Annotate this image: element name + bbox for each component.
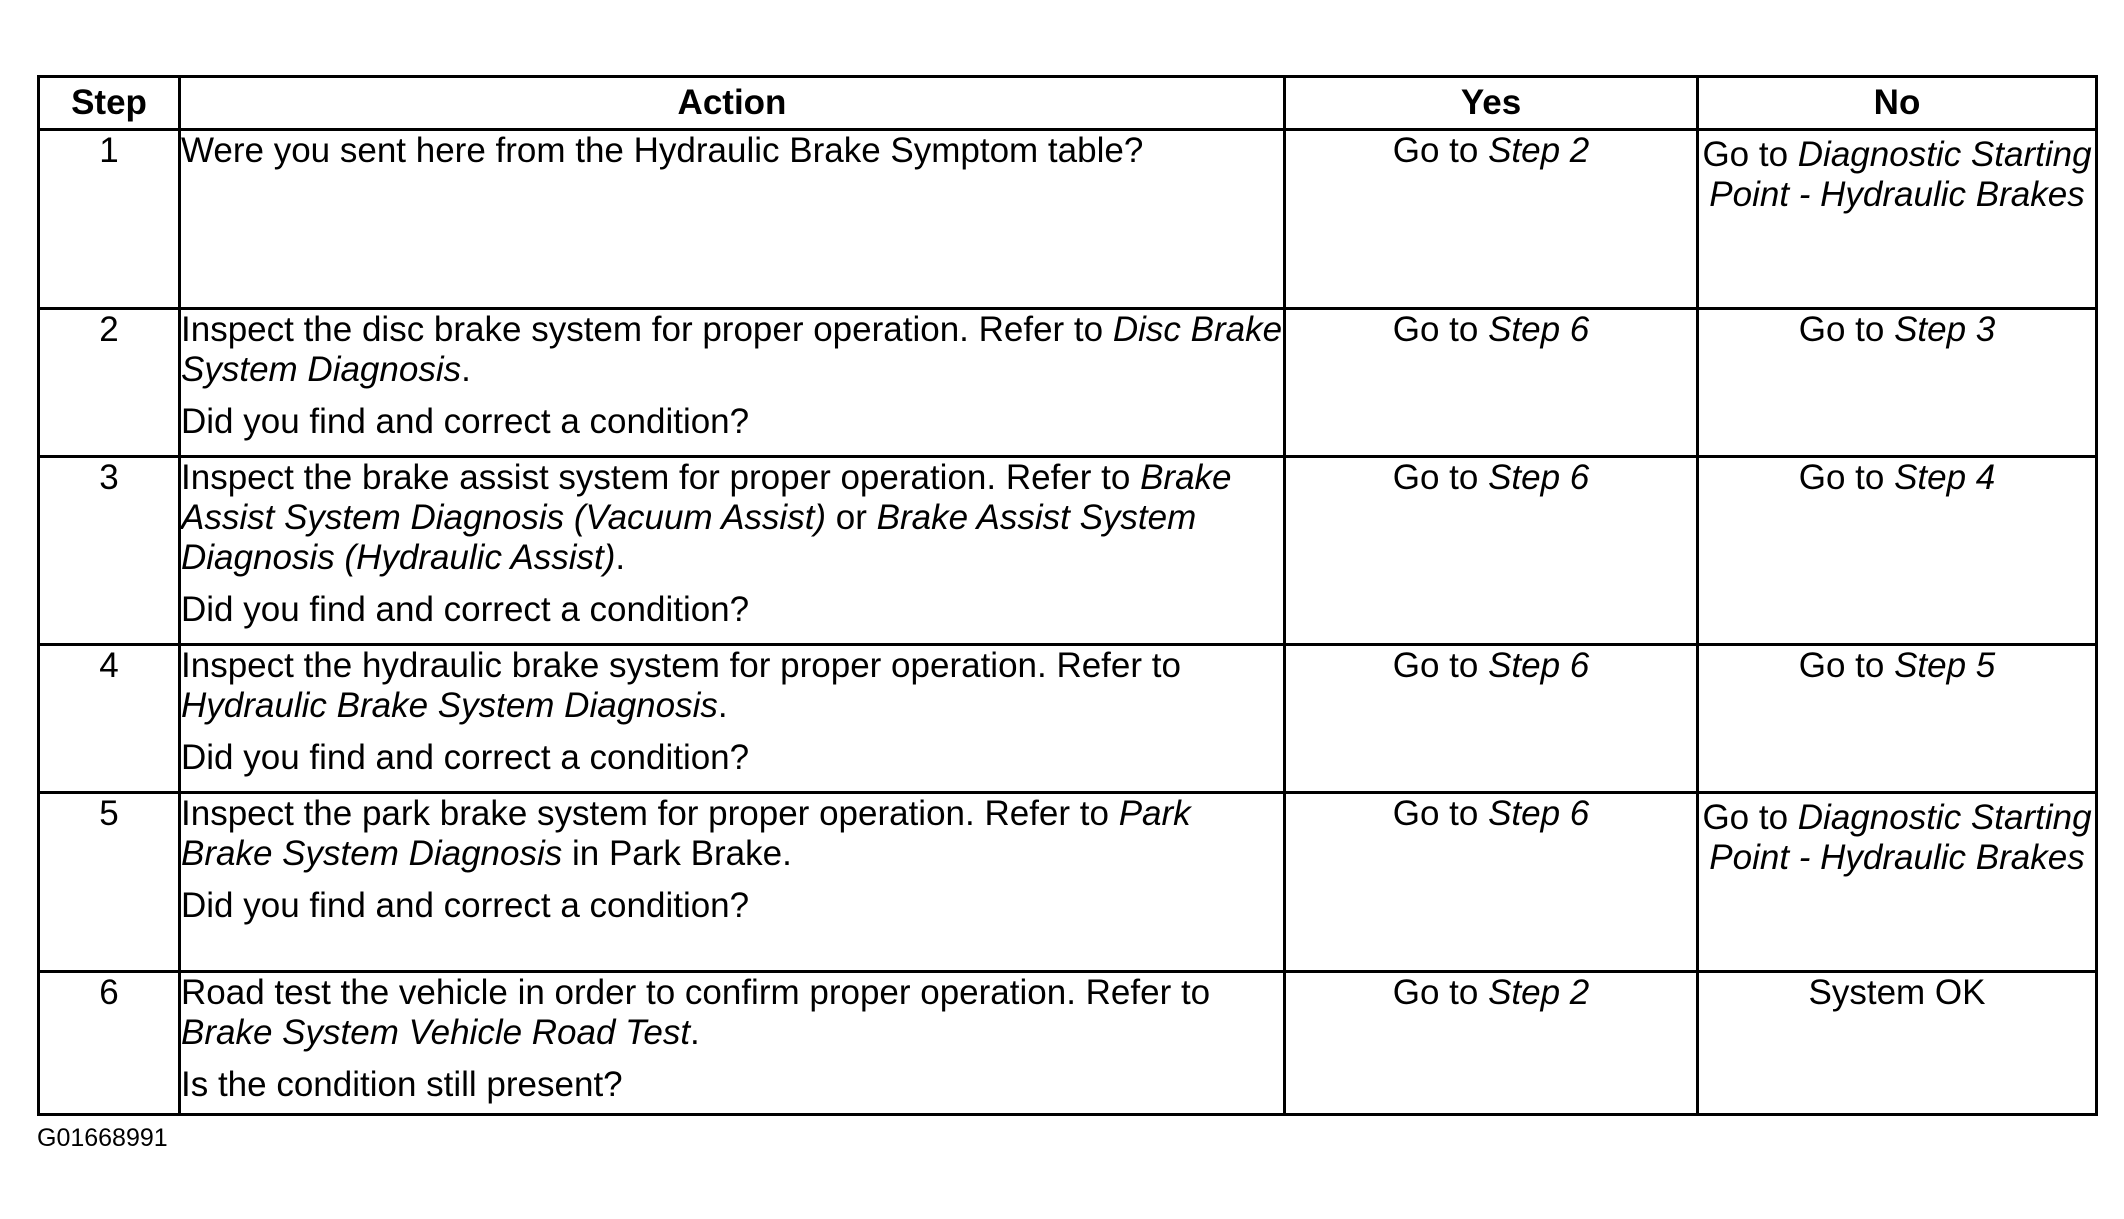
yes-cell: [1285, 457, 1698, 645]
action-text: [181, 646, 1283, 726]
no-cell: [1698, 645, 2097, 793]
yes-step-ref: Step 6: [1488, 458, 1590, 497]
action-cell: [180, 793, 1285, 972]
no-step-ref: Diagnostic Starting Point - Hydraulic Brakes: [1709, 798, 2092, 877]
action-question: Did you find and correct a condition?: [181, 402, 750, 441]
action-reference: Hydraulic Brake System Diagnosis: [181, 686, 718, 725]
action-reference: Brake System Vehicle Road Test: [181, 1013, 691, 1052]
yes-prefix: Go to: [1392, 458, 1489, 497]
yes-cell: [1285, 130, 1698, 309]
no-cell: [1698, 457, 2097, 645]
action-reference: Brake Assist System Diagnosis (Vacuum Assist): [181, 458, 1232, 537]
no-result: System OK: [1808, 973, 1986, 1012]
action-cell: [180, 309, 1285, 457]
action-reference: Park Brake System Diagnosis: [181, 794, 1191, 873]
action-text-lead: Road test the vehicle in order to confirm proper operation. Refer to: [181, 973, 1211, 1012]
action-text-tail: .: [615, 538, 626, 577]
action-cell: [180, 457, 1285, 645]
yes-step-ref: Step 2: [1488, 131, 1590, 170]
action-question: Did you find and correct a condition?: [181, 738, 750, 777]
no-cell: [1698, 130, 2097, 309]
action-question: Did you find and correct a condition?: [181, 886, 750, 925]
no-cell: [1698, 972, 2097, 1115]
yes-step-ref: Step 6: [1488, 646, 1590, 685]
header-yes: Yes: [1285, 77, 1698, 130]
yes-step-ref: Step 6: [1488, 310, 1590, 349]
table-row: [39, 972, 2097, 1115]
action-cell: [180, 130, 1285, 309]
action-text-lead: Inspect the disc brake system for proper operation. Refer to: [181, 310, 1113, 349]
yes-prefix: Go to: [1392, 646, 1489, 685]
step-number: 4: [39, 645, 180, 793]
figure-id-caption: G01668991: [37, 1124, 168, 1152]
yes-cell: [1285, 645, 1698, 793]
no-prefix: Go to: [1702, 135, 1798, 174]
action-text: [181, 973, 1283, 1053]
yes-prefix: Go to: [1392, 973, 1489, 1012]
yes-cell: [1285, 972, 1698, 1115]
step-number: 5: [39, 793, 180, 972]
action-question: Did you find and correct a condition?: [181, 590, 750, 629]
table-row: [39, 793, 2097, 972]
action-text-tail: .: [690, 1013, 700, 1052]
yes-step-ref: Step 2: [1488, 973, 1590, 1012]
step-number: 2: [39, 309, 180, 457]
header-action: Action: [180, 77, 1285, 130]
yes-prefix: Go to: [1392, 310, 1489, 349]
step-number: 6: [39, 972, 180, 1115]
no-prefix: Go to: [1798, 458, 1895, 497]
table-row: [39, 130, 2097, 309]
no-prefix: Go to: [1798, 646, 1895, 685]
action-text-lead: Inspect the hydraulic brake system for proper operation. Refer to: [181, 646, 1181, 685]
action-text-tail: in Park Brake.: [562, 834, 792, 873]
step-number: 3: [39, 457, 180, 645]
yes-prefix: Go to: [1392, 794, 1489, 833]
table-row: [39, 309, 2097, 457]
action-question: Is the condition still present?: [181, 1065, 623, 1104]
action-text: [181, 794, 1283, 874]
action-text-lead: Inspect the park brake system for proper operation. Refer to: [181, 794, 1119, 833]
yes-step-ref: Step 6: [1488, 794, 1590, 833]
step-number: 1: [39, 130, 180, 309]
action-text: [181, 310, 1283, 390]
yes-cell: [1285, 309, 1698, 457]
action-text: [181, 458, 1283, 578]
header-step: Step: [39, 77, 180, 130]
no-prefix: Go to: [1702, 798, 1798, 837]
no-step-ref: Step 4: [1894, 458, 1996, 497]
action-cell: [180, 645, 1285, 793]
no-cell: [1698, 793, 2097, 972]
action-text-mid: or: [826, 498, 877, 537]
no-step-ref: Diagnostic Starting Point - Hydraulic Brakes: [1709, 135, 2092, 214]
action-reference-2: Brake Assist System Diagnosis (Hydraulic Assist): [181, 498, 1197, 577]
table-row: [39, 457, 2097, 645]
action-text-lead: Inspect the brake assist system for proper operation. Refer to: [181, 458, 1141, 497]
no-step-ref: Step 5: [1894, 646, 1996, 685]
diagnostic-table: [37, 75, 2098, 1116]
action-text-tail: .: [461, 350, 471, 389]
table-row: [39, 645, 2097, 793]
no-prefix: Go to: [1798, 310, 1895, 349]
yes-prefix: Go to: [1392, 131, 1489, 170]
action-reference: Disc Brake System Diagnosis: [181, 310, 1283, 389]
no-cell: [1698, 309, 2097, 457]
action-text-tail: .: [717, 686, 728, 725]
header-no: No: [1698, 77, 2097, 130]
action-text: Were you sent here from the Hydraulic Brake Symptom table?: [181, 131, 1144, 170]
no-step-ref: Step 3: [1894, 310, 1996, 349]
action-cell: [180, 972, 1285, 1115]
yes-cell: [1285, 793, 1698, 972]
table-header-row: [39, 77, 2097, 130]
